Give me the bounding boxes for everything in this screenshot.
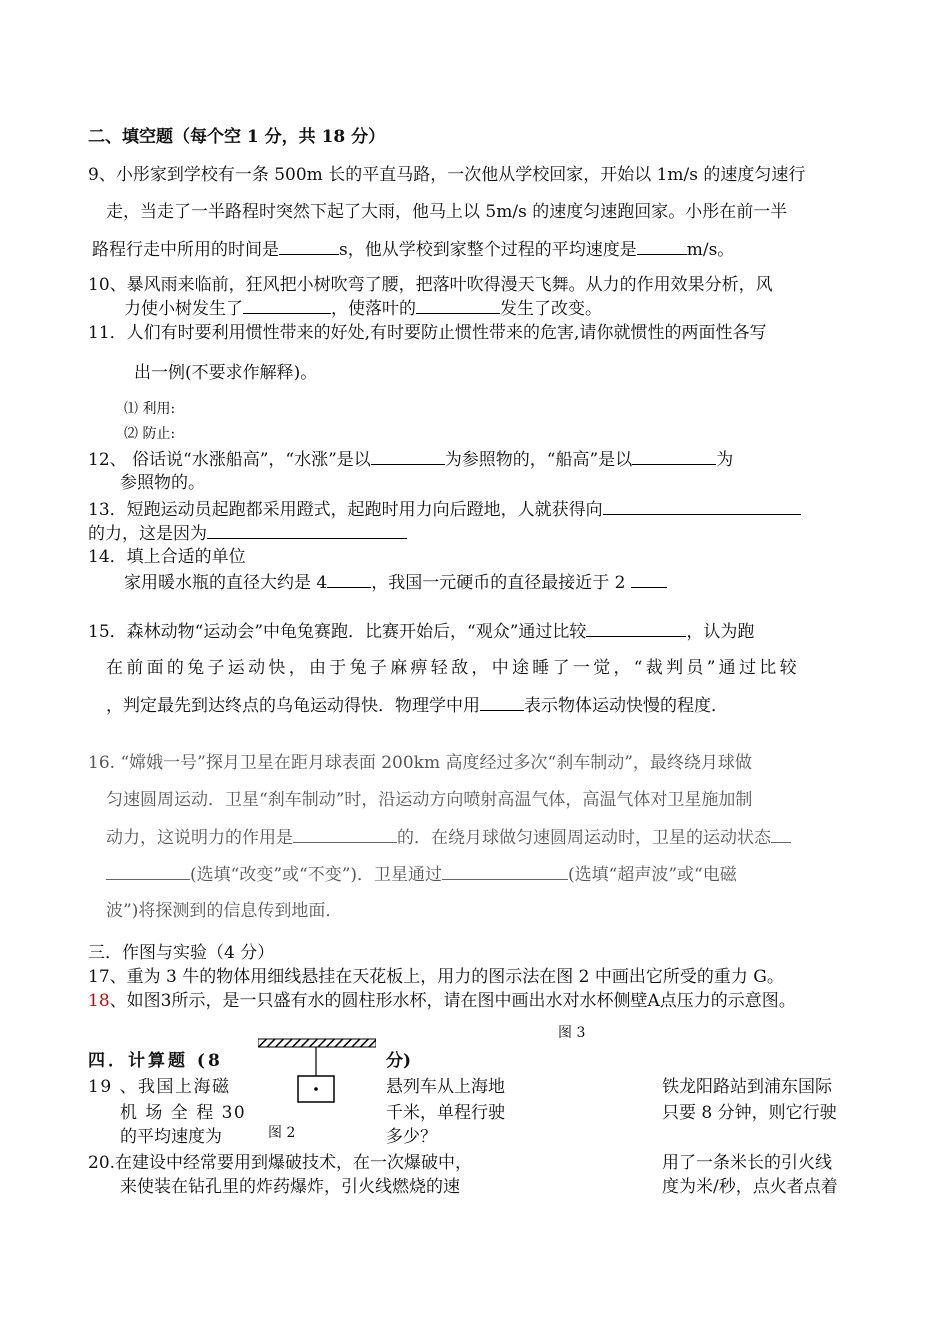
q14-line2	[124, 571, 667, 594]
fig3-label: 图 3	[558, 1025, 586, 1041]
q10-blank-1[interactable]	[243, 297, 331, 314]
ceiling	[258, 1039, 376, 1047]
q9-text-a: 路程行走中所用的时间是	[92, 240, 279, 260]
q16-text-d: (选填“超声波”或“电磁	[568, 865, 737, 885]
section2-title: 二、填空题（每个空 1 分，共 18 分）	[88, 127, 386, 147]
q16-blank-3[interactable]	[442, 863, 568, 880]
q12-text-c: 为	[716, 450, 734, 470]
q16-line4	[106, 863, 737, 886]
q9-text-b: s，他从学校到家整个过程的平均速度是	[339, 240, 637, 260]
fig2-label: 图 2	[268, 1125, 296, 1141]
q10-line1: 10、暴风雨来临前，狂风把小树吹弯了腰，把落叶吹得漫天飞舞。从力的作用效果分析，风	[88, 275, 773, 295]
q18	[88, 990, 796, 1012]
q19-col2-line1: 悬列车从上海地	[386, 1077, 505, 1097]
q19-col3-line2: 只要 8 分钟，则它行驶	[662, 1103, 837, 1123]
q18-text: 、如图3所示，是一只盛有水的圆柱形水杯，请在图中画出水对水杯侧壁A点压力的示意图。	[109, 991, 796, 1011]
q13-line1	[88, 498, 801, 521]
q12-blank-1[interactable]	[371, 448, 445, 465]
center-dot	[314, 1087, 318, 1091]
q9-blank-time[interactable]	[279, 238, 339, 255]
q16-line2: 匀速圆周运动．卫星“刹车制动”时，沿运动方向喷射高温气体，高温气体对卫星施加制	[106, 790, 753, 810]
q19-col2-line3: 多少？	[386, 1127, 437, 1147]
q11-use: ⑴ 利用:	[124, 401, 176, 417]
q16-blank-2a[interactable]	[771, 826, 791, 843]
q12-line1	[88, 448, 733, 471]
q13-text-b: 的力，这是因为	[88, 524, 207, 544]
section3-title: 三．作图与实验（4 分）	[88, 943, 275, 963]
q9-blank-speed[interactable]	[637, 238, 687, 255]
q15-blank-2[interactable]	[480, 694, 524, 711]
figure-2-hanging-weight	[258, 1038, 376, 1108]
q16-line1: 16. “嫦娥一号”探月卫星在距月球表面 200km 高度经过多次“刹车制动”，最终绕月球做	[88, 753, 752, 773]
q15-line1	[88, 620, 754, 643]
q16-text-a1: 动力，这说明力的作用是	[106, 828, 293, 848]
q20-line2a: 来使装在钻孔里的炸药爆炸，引火线燃烧的速	[120, 1177, 460, 1197]
q10-text-a: 力使小树发生了	[124, 299, 243, 319]
q10-line2	[124, 297, 602, 320]
q20-line1a: 20.在建设中经常要用到爆破技术，在一次爆破中，	[88, 1153, 473, 1173]
q9-line1: 9、小彤家到学校有一条 500m 长的平直马路，一次他从学校回家，开始以 1m/s 的速度匀速行	[88, 165, 806, 185]
q19-col1-line2: 机 场 全 程 30	[120, 1103, 247, 1123]
q17: 17、重为 3 牛的物体用细线悬挂在天花板上，用力的图示法在图 2 中画出它所受的重力 G。	[88, 967, 784, 987]
q19-col2-line2: 千米，单程行驶	[386, 1103, 505, 1123]
q14-blank-2[interactable]	[631, 571, 667, 588]
q11-line1: 11．人们有时要利用惯性带来的好处,有时要防止惯性带来的危害,请你就惯性的两面性各写	[88, 323, 767, 343]
q19-col1-line1: 19 、我国上海磁	[88, 1077, 231, 1097]
q15-text-b: ，认为跑	[686, 622, 755, 642]
q10-text-c: 发生了改变。	[500, 299, 602, 319]
q20-line1b: 用了一条米长的引火线	[662, 1153, 832, 1173]
section4-title-b: 分)	[386, 1051, 412, 1071]
q13-blank-2[interactable]	[207, 522, 407, 539]
q13-line2	[88, 522, 407, 545]
q19-col3-line1: 铁龙阳路站到浦东国际	[662, 1077, 832, 1097]
q14-text-a: 家用暖水瓶的直径大约是 4	[124, 573, 328, 593]
q13-blank-1[interactable]	[603, 498, 801, 515]
q12-text-a: 12、 俗话说“水涨船高”，“水涨”是以	[88, 450, 371, 470]
q15-line2: 在前面的兔子运动快，由于兔子麻痹轻敌，中途睡了一觉，“裁判员”通过比较	[106, 658, 800, 678]
q14-text-b: ，我国一元硬币的直径最接近于 2	[371, 573, 626, 593]
q18-number: 18	[88, 991, 110, 1011]
q20-line2b: 度为米/秒，点火者点着	[662, 1177, 838, 1197]
q12-text-b: 为参照物的，“船高”是以	[444, 450, 633, 470]
q10-blank-2[interactable]	[416, 297, 500, 314]
q15-text-a: 15．森林动物“运动会”中龟兔赛跑．比赛开始后，“观众”通过比较	[88, 622, 587, 642]
q11-prevent: ⑵ 防止:	[124, 426, 176, 442]
q14-line1: 14．填上合适的单位	[88, 547, 246, 567]
q14-blank-1[interactable]	[327, 571, 371, 588]
q19-col1-line3: 的平均速度为	[120, 1127, 222, 1147]
q10-text-b: ，使落叶的	[331, 299, 416, 319]
q15-blank-1[interactable]	[586, 620, 686, 637]
q12-blank-2[interactable]	[632, 448, 716, 465]
q11-line2: 出一例(不要求作解释)。	[134, 363, 318, 383]
q15-text-d: 表示物体运动快慢的程度．	[524, 696, 728, 716]
q9-line2: 走，当走了一半路程时突然下起了大雨，他马上以 5m/s 的速度匀速跑回家。小彤在前一半	[106, 202, 788, 222]
section4-title-a: 四．计算题 (8	[88, 1051, 223, 1071]
q16-blank-1[interactable]	[293, 826, 397, 843]
q13-text-a: 13．短跑运动员起跑都采用蹬式，起跑时用力向后蹬地，人就获得向	[88, 500, 603, 520]
q15-line3	[106, 694, 728, 717]
q16-text-c: (选填“改变”或“不变”)．卫星通过	[190, 865, 443, 885]
q9-line3	[92, 238, 734, 261]
q15-text-c: ，判定最先到达终点的乌龟运动得快．物理学中用	[106, 696, 480, 716]
q16-blank-2b[interactable]	[106, 863, 190, 880]
q16-line5: 波”)将探测到的信息传到地面．	[106, 901, 343, 921]
q16-line3	[106, 826, 791, 849]
q9-text-c: m/s。	[686, 240, 735, 260]
q16-text-b: 的．在绕月球做匀速圆周运动时，卫星的运动状态	[397, 828, 771, 848]
q12-line2: 参照物的。	[120, 473, 205, 493]
